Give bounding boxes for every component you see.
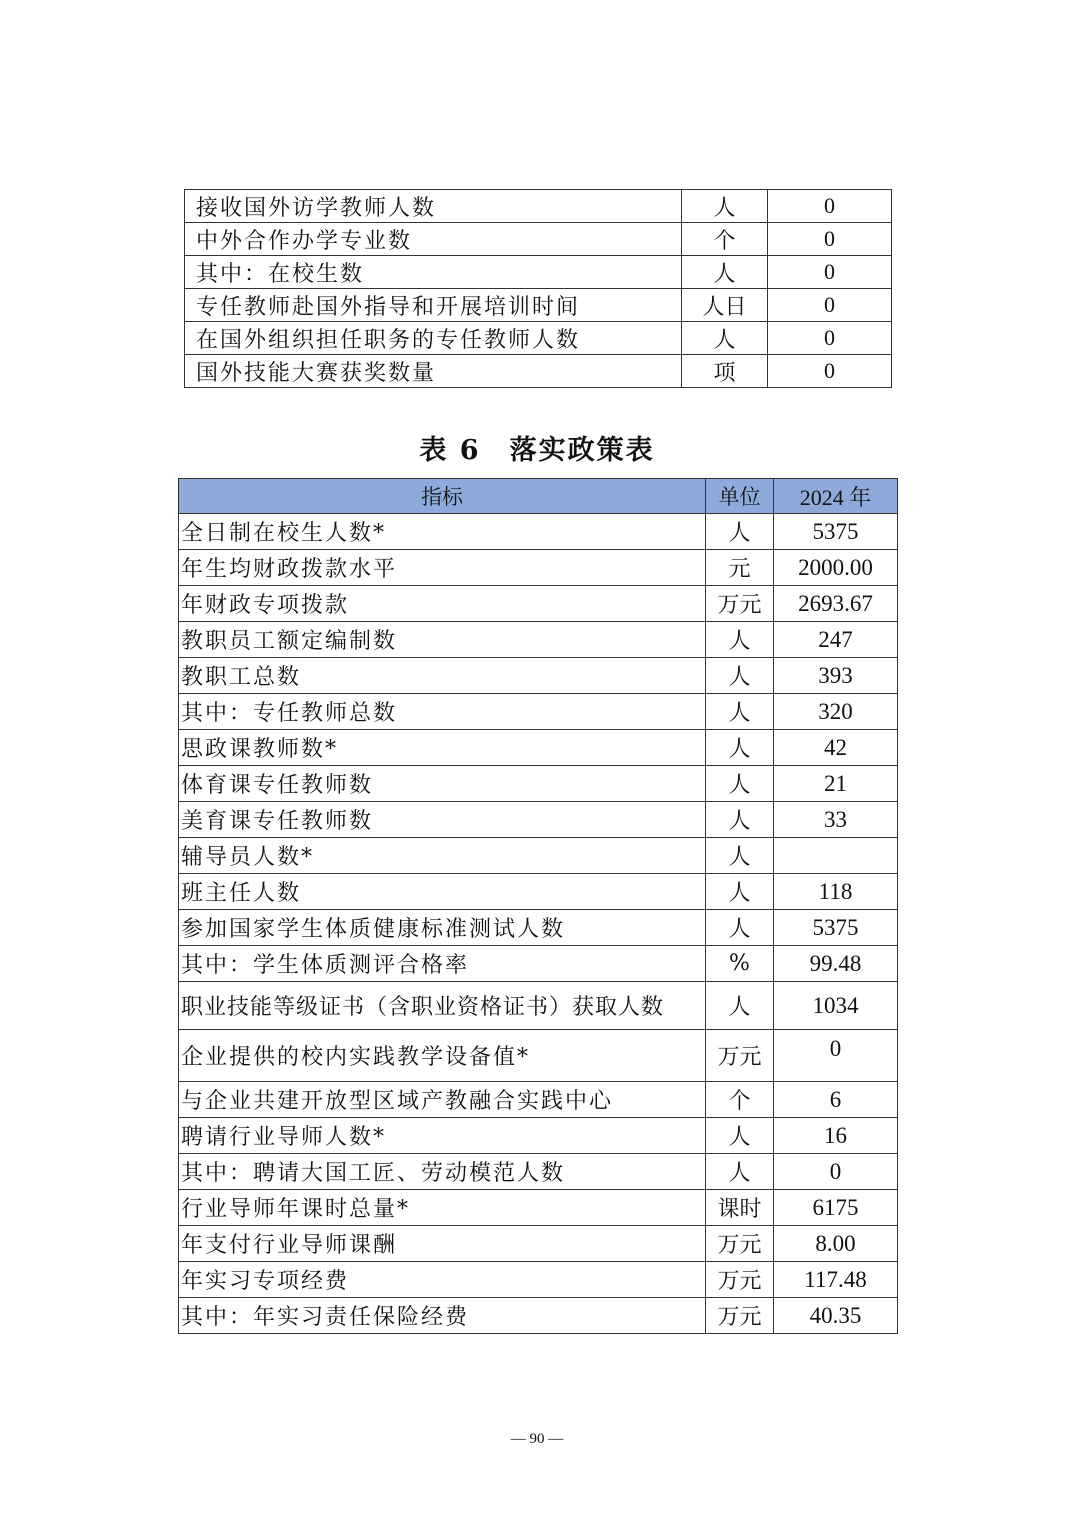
row-name: 班主任人数 [179,874,706,910]
row-name: 年实习专项经费 [179,1262,706,1298]
header-year: 2024 年 [774,479,898,514]
table-row [179,874,898,910]
table-row [179,1154,898,1190]
table-row [179,1262,898,1298]
row-value: 1034 [774,982,898,1030]
row-value: 0 [768,256,892,289]
header-indicator: 指标 [179,479,706,514]
row-name: 国外技能大赛获奖数量 [185,355,682,388]
row-value: 21 [774,766,898,802]
row-unit: 万元 [706,1030,774,1082]
table-row [179,1030,898,1082]
row-unit: 人 [706,838,774,874]
row-name: 中外合作办学专业数 [185,223,682,256]
table-row [185,355,892,388]
table-row [179,658,898,694]
table-row [179,1082,898,1118]
row-unit: 人 [706,694,774,730]
table-row [179,910,898,946]
row-name: 其中：专任教师总数 [179,694,706,730]
table-row [179,946,898,982]
row-value: 6 [774,1082,898,1118]
row-value: 0 [768,355,892,388]
row-value: 2693.67 [774,586,898,622]
row-value: 393 [774,658,898,694]
page-number: — 90 — [510,1431,564,1447]
international-table [184,189,892,388]
table-row [179,982,898,1030]
table-title: 表 6 落实政策表 [419,435,655,466]
row-value: 320 [774,694,898,730]
row-unit: 人 [706,730,774,766]
row-name: 体育课专任教师数 [179,766,706,802]
row-unit: 个 [682,223,768,256]
row-unit: 人 [706,802,774,838]
row-name: 年财政专项拨款 [179,586,706,622]
row-value [774,838,898,874]
row-value: 118 [774,874,898,910]
row-unit: 人 [682,256,768,289]
row-unit: 人 [706,766,774,802]
table-row [179,622,898,658]
table-row [179,550,898,586]
row-value: 0 [768,223,892,256]
row-unit: 元 [706,550,774,586]
table-row [179,802,898,838]
row-value: 99.48 [774,946,898,982]
row-name: 辅导员人数* [179,838,706,874]
row-value: 0 [768,322,892,355]
row-name: 其中：在校生数 [185,256,682,289]
row-value: 5375 [774,514,898,550]
row-name: 教职员工额定编制数 [179,622,706,658]
row-name: 聘请行业导师人数* [179,1118,706,1154]
row-value: 247 [774,622,898,658]
table-row [185,256,892,289]
row-value: 16 [774,1118,898,1154]
row-value: 0 [768,190,892,223]
row-unit: 人 [706,514,774,550]
row-value: 6175 [774,1190,898,1226]
table-row [179,514,898,550]
row-unit: 课时 [706,1190,774,1226]
table-row [179,730,898,766]
row-unit: 万元 [706,1226,774,1262]
row-name: 参加国家学生体质健康标准测试人数 [179,910,706,946]
row-unit: 人 [682,322,768,355]
row-name: 在国外组织担任职务的专任教师人数 [185,322,682,355]
row-unit: 人 [706,1154,774,1190]
row-name: 年支付行业导师课酬 [179,1226,706,1262]
row-unit: 人日 [682,289,768,322]
row-unit: 万元 [706,1262,774,1298]
row-name: 与企业共建开放型区域产教融合实践中心 [179,1082,706,1118]
row-unit: % [706,946,774,982]
row-value: 117.48 [774,1262,898,1298]
row-name: 接收国外访学教师人数 [185,190,682,223]
table-row [179,766,898,802]
row-value: 33 [774,802,898,838]
header-unit: 单位 [706,479,774,514]
table-row [179,838,898,874]
row-unit: 人 [682,190,768,223]
row-value: 0 [774,1030,898,1082]
row-name: 行业导师年课时总量* [179,1190,706,1226]
table-row [185,190,892,223]
row-name: 职业技能等级证书（含职业资格证书）获取人数 [179,982,706,1030]
row-name: 其中：年实习责任保险经费 [179,1298,706,1334]
row-value: 42 [774,730,898,766]
row-name: 思政课教师数* [179,730,706,766]
row-unit: 万元 [706,1298,774,1334]
table-header-row [179,479,898,514]
table-row [179,586,898,622]
row-unit: 个 [706,1082,774,1118]
row-unit: 人 [706,910,774,946]
row-value: 8.00 [774,1226,898,1262]
row-unit: 人 [706,622,774,658]
table-row [179,1226,898,1262]
table-row [185,289,892,322]
table-row [179,1190,898,1226]
row-name: 全日制在校生人数* [179,514,706,550]
row-value: 0 [774,1154,898,1190]
table-row [185,322,892,355]
row-unit: 人 [706,1118,774,1154]
row-name: 教职工总数 [179,658,706,694]
row-unit: 人 [706,982,774,1030]
row-value: 40.35 [774,1298,898,1334]
policy-table [178,478,898,1334]
row-unit: 人 [706,874,774,910]
row-value: 5375 [774,910,898,946]
row-name: 企业提供的校内实践教学设备值* [179,1030,706,1082]
row-name: 其中：聘请大国工匠、劳动模范人数 [179,1154,706,1190]
row-name: 年生均财政拨款水平 [179,550,706,586]
row-value: 0 [768,289,892,322]
table-row [179,1118,898,1154]
table-row [185,223,892,256]
row-name: 美育课专任教师数 [179,802,706,838]
row-unit: 万元 [706,586,774,622]
row-name: 专任教师赴国外指导和开展培训时间 [185,289,682,322]
row-unit: 项 [682,355,768,388]
table-row [179,1298,898,1334]
row-unit: 人 [706,658,774,694]
row-name: 其中：学生体质测评合格率 [179,946,706,982]
table-row [179,694,898,730]
row-value: 2000.00 [774,550,898,586]
